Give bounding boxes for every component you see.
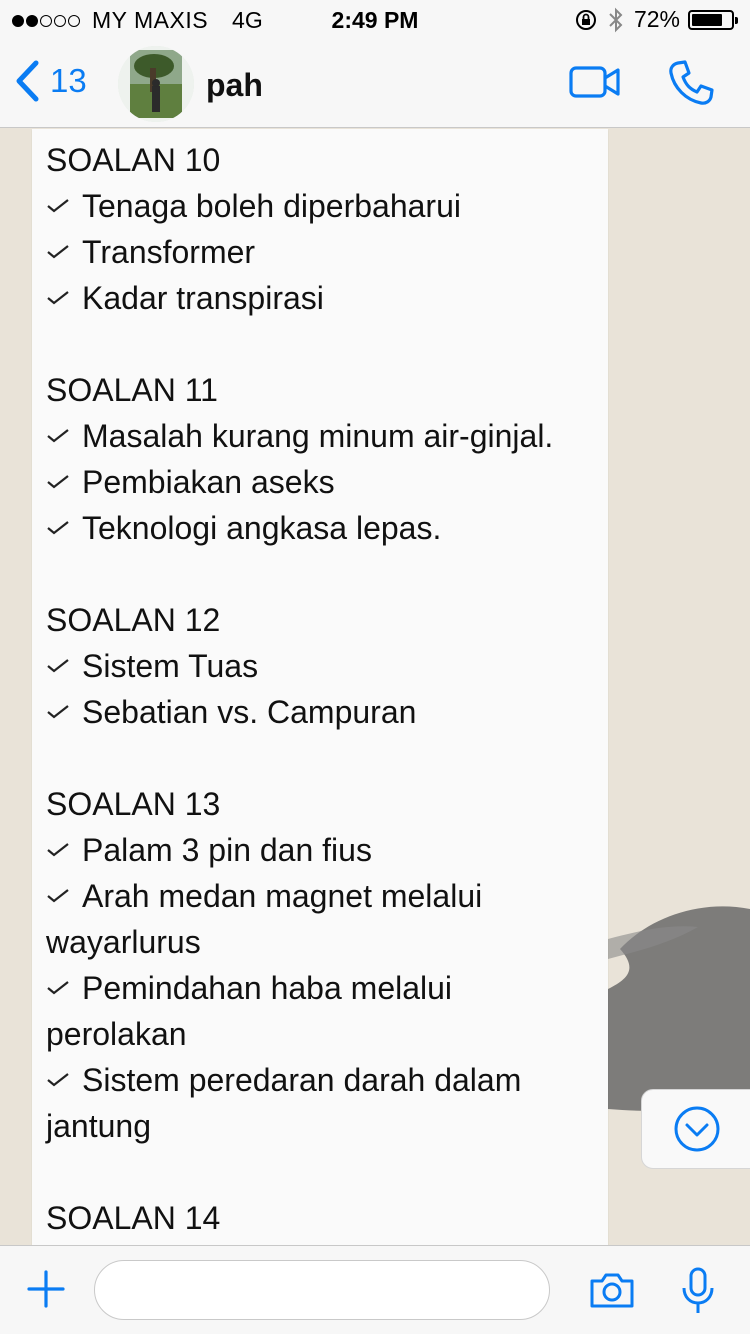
- question-block-14: [46, 1195, 594, 1241]
- list-item: Pembiakan aseks: [46, 459, 594, 505]
- avatar[interactable]: [118, 46, 194, 122]
- back-button[interactable]: [14, 60, 87, 102]
- scroll-to-bottom-button[interactable]: [641, 1089, 750, 1169]
- video-call-button[interactable]: [568, 62, 622, 107]
- question-title: SOALAN 12: [46, 602, 221, 638]
- chevron-left-icon: [14, 60, 40, 102]
- phone-icon: [666, 58, 716, 108]
- status-right: [574, 6, 734, 33]
- question-title: SOALAN 11: [46, 372, 218, 408]
- question-title: SOALAN 14: [46, 1200, 221, 1236]
- camera-icon: [588, 1270, 636, 1310]
- bluetooth-icon: [608, 7, 624, 33]
- list-item: Sebatian vs. Campuran: [46, 689, 594, 735]
- checkmark-icon: [46, 521, 70, 535]
- voice-call-button[interactable]: [666, 58, 716, 113]
- list-item: Palam 3 pin dan fius: [46, 827, 594, 873]
- list-item: Sistem Tuas: [46, 643, 594, 689]
- question-block-11: [46, 367, 594, 551]
- contact-name[interactable]: pah: [206, 67, 263, 103]
- battery-icon: [688, 10, 734, 30]
- back-unread-count: 13: [50, 62, 87, 99]
- checkmark-icon: [46, 291, 70, 305]
- checkmark-icon: [46, 889, 70, 903]
- checkmark-icon: [46, 475, 70, 489]
- checkmark-icon: [46, 429, 70, 443]
- message-bubble[interactable]: [32, 129, 608, 1245]
- attach-button[interactable]: [26, 1269, 66, 1314]
- message-input[interactable]: [94, 1260, 550, 1320]
- plus-icon: [26, 1269, 66, 1309]
- orientation-lock-icon: [574, 8, 598, 32]
- chat-header: [0, 40, 750, 128]
- checkmark-icon: [46, 705, 70, 719]
- camera-button[interactable]: [588, 1270, 636, 1315]
- microphone-button[interactable]: [680, 1266, 716, 1321]
- list-item: Transformer: [46, 229, 594, 275]
- network-type: 4G: [232, 7, 263, 33]
- checkmark-icon: [46, 981, 70, 995]
- checkmark-icon: [46, 199, 70, 213]
- list-item: Sistem peredaran darah dalam jantung: [46, 1062, 522, 1144]
- question-title: SOALAN 13: [46, 786, 221, 822]
- question-block-12: [46, 597, 594, 735]
- video-call-icon: [568, 62, 622, 102]
- battery-percent: 72%: [633, 6, 680, 32]
- checkmark-icon: [46, 843, 70, 857]
- avatar-photo: [118, 46, 194, 122]
- list-item: Kadar transpirasi: [46, 275, 594, 321]
- message-input-bar: [0, 1245, 750, 1334]
- carrier-name: MY MAXIS: [92, 7, 209, 33]
- list-item: Arah medan magnet melalui wayarlurus: [46, 878, 483, 960]
- chevron-down-circle-icon: [673, 1105, 721, 1153]
- status-time: 2:49 PM: [331, 7, 419, 33]
- question-block-13: [46, 781, 594, 1149]
- microphone-icon: [680, 1266, 716, 1316]
- list-item: Pemindahan haba melalui perolakan: [46, 970, 453, 1052]
- status-bar: [0, 0, 750, 40]
- question-block-10: [46, 137, 594, 321]
- list-item: Teknologi angkasa lepas.: [46, 505, 594, 551]
- checkmark-icon: [46, 1073, 70, 1087]
- list-item: Tenaga boleh diperbaharui: [46, 183, 594, 229]
- question-title: SOALAN 10: [46, 142, 221, 178]
- checkmark-icon: [46, 659, 70, 673]
- list-item: Masalah kurang minum air-ginjal.: [46, 413, 594, 459]
- checkmark-icon: [46, 245, 70, 259]
- chat-area[interactable]: [0, 129, 750, 1245]
